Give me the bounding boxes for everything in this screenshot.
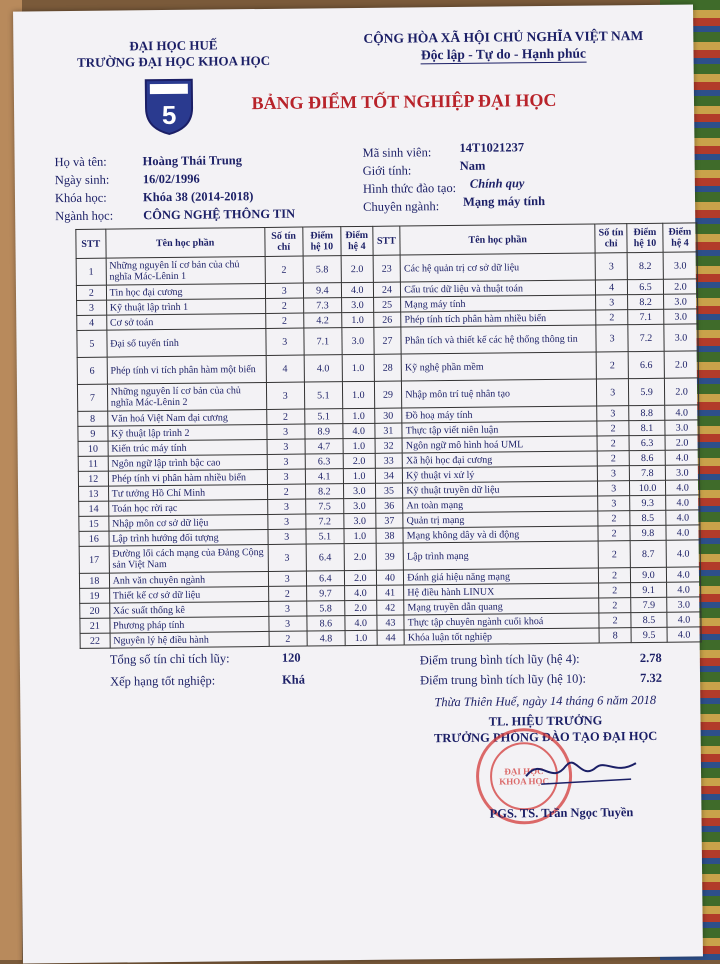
cell-stt: 8 xyxy=(78,411,108,426)
cell-subject: Các hệ quản trị cơ sở dữ liệu xyxy=(400,253,595,282)
cell-subject: Tư tưởng Hồ Chí Minh xyxy=(108,484,267,501)
cell-score10: 7.9 xyxy=(631,597,667,612)
rank-label: Xếp hạng tốt nghiệp: xyxy=(109,673,216,689)
cell-subject: Xã hội học đại cương xyxy=(402,451,597,468)
cell-credits: 2 xyxy=(598,511,630,526)
cell-stt: 32 xyxy=(375,438,403,453)
cell-stt: 42 xyxy=(376,600,404,615)
cell-stt: 2 xyxy=(76,285,106,300)
cell-score4: 4.0 xyxy=(666,525,700,540)
header-stt: STT xyxy=(372,226,400,255)
cell-credits: 3 xyxy=(268,601,306,616)
cell-score10: 4.2 xyxy=(303,313,341,328)
cell-stt: 26 xyxy=(373,312,401,327)
cell-score10: 7.8 xyxy=(629,465,665,480)
cell-score10: 8.1 xyxy=(629,420,665,435)
header-credits: Số tín chỉ xyxy=(595,224,627,253)
cell-stt: 35 xyxy=(375,483,403,498)
cell-score4: 4.0 xyxy=(343,423,375,438)
cell-score4: 4.0 xyxy=(665,480,699,495)
cell-score4: 2.0 xyxy=(343,453,375,468)
cell-subject: Ngôn ngữ mô hình hoá UML xyxy=(402,436,597,453)
cell-stt: 22 xyxy=(80,633,110,648)
cell-subject: Tin học đại cương xyxy=(106,283,265,300)
major-label: Ngành học: xyxy=(55,208,114,224)
cell-score4: 2.0 xyxy=(341,255,373,282)
gpa10-label: Điểm trung bình tích lũy (hệ 10): xyxy=(419,671,587,688)
cell-subject: Kỹ thuật lập trình 1 xyxy=(106,298,265,315)
cell-stt: 11 xyxy=(78,456,108,471)
cell-score10: 6.3 xyxy=(305,454,343,469)
cell-stt: 5 xyxy=(77,330,107,357)
cell-credits: 3 xyxy=(598,481,630,496)
name-label: Họ và tên: xyxy=(54,154,107,170)
cell-subject: Cơ sở toán xyxy=(106,313,265,330)
stamp-text-1: ĐẠI HỌC xyxy=(504,766,544,777)
cell-subject: Nhập môn cơ sở dữ liệu xyxy=(108,514,267,531)
cell-score10: 5.1 xyxy=(306,529,344,544)
document-title: BẢNG ĐIỂM TỐT NGHIỆP ĐẠI HỌC xyxy=(251,89,557,114)
cell-stt: 34 xyxy=(375,468,403,483)
cell-stt: 38 xyxy=(376,528,404,543)
cell-stt: 16 xyxy=(79,531,109,546)
cell-credits: 3 xyxy=(267,514,305,529)
cell-stt: 1 xyxy=(76,258,106,285)
cell-credits: 2 xyxy=(598,526,630,541)
header-subject: Tên học phần xyxy=(400,224,595,255)
national-header xyxy=(343,27,663,65)
cell-score10: 8.7 xyxy=(630,540,666,567)
cell-stt: 28 xyxy=(374,354,402,381)
cell-credits: 3 xyxy=(598,496,630,511)
cell-score10: 9.4 xyxy=(303,283,341,298)
cell-subject: Đồ hoạ máy tính xyxy=(402,406,597,423)
cell-score4: 3.0 xyxy=(341,297,373,312)
student-major: CÔNG NGHỆ THÔNG TIN xyxy=(143,206,296,223)
cell-score10: 7.1 xyxy=(304,328,342,355)
cell-score4: 3.0 xyxy=(664,294,698,309)
cell-credits: 3 xyxy=(268,544,306,571)
student-gender: Nam xyxy=(459,158,486,173)
cell-score10: 6.3 xyxy=(629,435,665,450)
cell-score10: 10.0 xyxy=(629,480,665,495)
specialization-label: Chuyên ngành: xyxy=(363,199,440,214)
cell-stt: 21 xyxy=(80,618,110,633)
cell-credits: 3 xyxy=(267,454,305,469)
cell-credits: 4 xyxy=(266,355,304,382)
cell-subject: Kỹ nghệ phần mềm xyxy=(401,352,596,381)
cell-score4: 3.0 xyxy=(663,252,697,279)
cell-credits: 2 xyxy=(268,586,306,601)
cell-subject: Phương pháp tính xyxy=(110,616,269,633)
cell-score4: 3.0 xyxy=(344,498,376,513)
cell-score4: 2.0 xyxy=(665,435,699,450)
cell-stt: 44 xyxy=(377,630,405,645)
cell-score10: 8.2 xyxy=(305,484,343,499)
cell-score10: 6.5 xyxy=(627,279,663,294)
cell-credits: 2 xyxy=(597,436,629,451)
cell-credits: 3 xyxy=(268,529,306,544)
cell-score4: 4.0 xyxy=(665,450,699,465)
cell-score4: 1.0 xyxy=(343,468,375,483)
cell-score4: 4.0 xyxy=(341,282,373,297)
cell-stt: 12 xyxy=(78,471,108,486)
cell-score10: 9.7 xyxy=(306,586,344,601)
cell-score10: 9.0 xyxy=(630,567,666,582)
cell-credits: 2 xyxy=(265,298,303,313)
student-course: Khóa 38 (2014-2018) xyxy=(142,189,254,205)
national-motto: Độc lập - Tự do - Hạnh phúc xyxy=(420,45,587,63)
gender-label: Giới tính: xyxy=(362,163,412,178)
transcript-paper xyxy=(13,4,703,963)
cell-score10: 7.2 xyxy=(306,514,344,529)
cell-credits: 3 xyxy=(266,382,304,409)
cell-score10: 7.2 xyxy=(628,324,664,351)
cell-score4: 3.0 xyxy=(342,327,374,354)
cell-credits: 3 xyxy=(598,466,630,481)
cell-subject: Xác suất thống kê xyxy=(109,601,268,618)
cell-score4: 3.0 xyxy=(667,597,701,612)
header-subject: Tên học phần xyxy=(105,227,264,258)
cell-stt: 27 xyxy=(374,327,402,354)
cell-credits: 3 xyxy=(265,283,303,298)
cell-score10: 6.4 xyxy=(306,544,344,571)
cell-subject: Kỹ thuật lập trình 2 xyxy=(108,424,267,441)
cell-score4: 4.0 xyxy=(666,567,700,582)
svg-text:5: 5 xyxy=(161,99,177,131)
cell-subject: Đại số tuyến tính xyxy=(107,328,266,357)
cell-credits: 3 xyxy=(267,469,305,484)
cell-score10: 7.1 xyxy=(628,309,664,324)
cell-score10: 8.5 xyxy=(630,510,666,525)
cell-score4: 4.0 xyxy=(667,582,701,597)
cell-credits: 2 xyxy=(596,352,628,379)
cell-score4: 4.0 xyxy=(666,495,700,510)
cell-score10: 9.3 xyxy=(630,495,666,510)
gpa4: 2.78 xyxy=(639,650,662,666)
cell-subject: Phép tính vi tích phân hàm một biến xyxy=(107,355,266,384)
cell-score4: 2.0 xyxy=(664,378,698,405)
cell-credits: 3 xyxy=(267,439,305,454)
signer-role: TL. HIỆU TRƯỞNG xyxy=(488,713,603,729)
cell-subject: Nhập môn trí tuệ nhân tạo xyxy=(402,379,597,408)
cell-subject: Ngôn ngữ lập trình bậc cao xyxy=(108,454,267,471)
cell-credits: 2 xyxy=(265,256,303,283)
cell-credits: 3 xyxy=(597,379,629,406)
cell-score10: 6.6 xyxy=(628,351,664,378)
cell-score4: 3.0 xyxy=(665,420,699,435)
cell-credits: 3 xyxy=(595,253,627,280)
header-score4: Điểm hệ 4 xyxy=(663,223,697,252)
cell-subject: Thiết kế cơ sở dữ liệu xyxy=(109,586,268,603)
cell-credits: 2 xyxy=(598,541,630,568)
cell-score4: 4.0 xyxy=(345,615,377,630)
cell-stt: 3 xyxy=(77,300,107,315)
cell-credits: 2 xyxy=(597,451,629,466)
cell-subject: Lập trình hướng đối tượng xyxy=(109,529,268,546)
cell-score10: 5.8 xyxy=(303,256,341,283)
cell-score10: 8.9 xyxy=(305,424,343,439)
header-score4: Điểm hệ 4 xyxy=(341,226,373,255)
cell-stt: 18 xyxy=(79,573,109,588)
cell-credits: 2 xyxy=(269,631,307,646)
cell-score4: 2.0 xyxy=(344,570,376,585)
cell-score4: 2.0 xyxy=(663,279,697,294)
school-logo-icon xyxy=(144,78,195,137)
university-header xyxy=(53,37,293,72)
cell-stt: 39 xyxy=(376,543,404,570)
cell-subject: Phép tính vi phân hàm nhiều biến xyxy=(108,469,267,486)
cell-subject: Anh văn chuyên ngành xyxy=(109,571,268,588)
cell-subject: Đường lối cách mạng của Đảng Cộng sản Việt Nam xyxy=(109,544,268,573)
mode-label: Hình thức đào tạo: xyxy=(362,180,457,196)
cell-stt: 13 xyxy=(79,486,109,501)
cell-subject: Những nguyên lí cơ bản của chủ nghĩa Mác-Lênin 1 xyxy=(106,256,265,285)
cell-credits: 2 xyxy=(596,310,628,325)
place-date: Thừa Thiên Huế, ngày 14 tháng 6 năm 2018 xyxy=(434,692,657,710)
cell-score10: 7.3 xyxy=(303,298,341,313)
cell-stt: 43 xyxy=(377,615,405,630)
cell-subject: Lập trình mạng xyxy=(403,541,598,570)
cell-stt: 9 xyxy=(78,426,108,441)
cell-score10: 8.5 xyxy=(631,612,667,627)
cell-subject: Đánh giá hiệu năng mạng xyxy=(404,568,599,585)
cell-score10: 8.6 xyxy=(307,616,345,631)
grades-table xyxy=(75,222,701,648)
signer-office: TRƯỞNG PHÒNG ĐÀO TẠO ĐẠI HỌC xyxy=(433,728,658,746)
cell-score10: 8.6 xyxy=(629,450,665,465)
total-credits: 120 xyxy=(281,650,301,665)
cell-stt: 17 xyxy=(79,546,109,573)
id-label: Mã sinh viên: xyxy=(362,145,432,160)
cell-subject: Phép tính tích phân hàm nhiều biến xyxy=(401,310,596,327)
cell-stt: 4 xyxy=(77,315,107,330)
cell-score4: 4.0 xyxy=(666,540,700,567)
header-score10: Điểm hệ 10 xyxy=(627,223,663,252)
cell-stt: 25 xyxy=(373,297,401,312)
cell-score4: 3.0 xyxy=(664,309,698,324)
cell-credits: 8 xyxy=(599,628,631,643)
cell-credits: 2 xyxy=(599,598,631,613)
cell-score4: 2.0 xyxy=(345,600,377,615)
cell-subject: Kiến trúc máy tính xyxy=(108,439,267,456)
cell-credits: 3 xyxy=(596,295,628,310)
total-credits-label: Tổng số tín chỉ tích lũy: xyxy=(109,651,230,667)
cell-stt: 23 xyxy=(373,255,401,282)
cell-score10: 5.8 xyxy=(306,601,344,616)
cell-score4: 2.0 xyxy=(344,543,376,570)
cell-credits: 4 xyxy=(596,280,628,295)
cell-subject: Mạng truyền dẫn quang xyxy=(404,598,599,615)
gpa4-label: Điểm trung bình tích lũy (hệ 4): xyxy=(419,651,580,668)
cell-credits: 3 xyxy=(266,424,304,439)
cell-score4: 3.0 xyxy=(344,513,376,528)
graduation-rank: Khá xyxy=(281,672,306,687)
cell-stt: 15 xyxy=(79,516,109,531)
cell-score4: 1.0 xyxy=(344,528,376,543)
cell-stt: 33 xyxy=(375,453,403,468)
cell-subject: Kỹ thuật vi xử lý xyxy=(403,466,598,483)
cell-stt: 29 xyxy=(374,381,402,408)
cell-score10: 4.8 xyxy=(307,631,345,646)
cell-credits: 3 xyxy=(267,499,305,514)
cell-score10: 5.1 xyxy=(304,382,342,409)
cell-score4: 3.0 xyxy=(665,465,699,480)
cell-credits: 3 xyxy=(596,325,628,352)
cell-credits: 2 xyxy=(267,484,305,499)
handwritten-signature xyxy=(521,745,642,796)
cell-stt: 19 xyxy=(80,588,110,603)
cell-subject: Kỹ thuật truyền dữ liệu xyxy=(403,481,598,498)
cell-score4: 1.0 xyxy=(342,312,374,327)
cell-stt: 14 xyxy=(79,501,109,516)
cell-subject: Thực tập viết niên luận xyxy=(402,421,597,438)
student-name: Hoàng Thái Trung xyxy=(142,153,243,169)
cell-stt: 10 xyxy=(78,441,108,456)
cell-stt: 24 xyxy=(373,282,401,297)
cell-score4: 4.0 xyxy=(665,405,699,420)
cell-credits: 3 xyxy=(597,406,629,421)
cell-score4: 4.0 xyxy=(667,627,701,642)
cell-score4: 4.0 xyxy=(344,585,376,600)
cell-stt: 36 xyxy=(375,498,403,513)
cell-subject: Thực tập chuyên ngành cuối khoá xyxy=(404,613,599,630)
cell-score4: 2.0 xyxy=(664,351,698,378)
cell-score4: 1.0 xyxy=(342,354,374,381)
gpa10: 7.32 xyxy=(639,670,662,686)
cell-score4: 3.0 xyxy=(664,324,698,351)
cell-credits: 2 xyxy=(599,568,631,583)
cell-subject: Những nguyên lí cơ bản của chủ nghĩa Mác-Lênin 2 xyxy=(107,382,266,411)
student-dob: 16/02/1996 xyxy=(142,171,200,187)
national-title: CỘNG HÒA XÃ HỘI CHỦ NGHĨA VIỆT NAM xyxy=(363,27,644,46)
header-credits: Số tín chỉ xyxy=(264,227,302,256)
cell-credits: 3 xyxy=(269,616,307,631)
cell-stt: 37 xyxy=(375,513,403,528)
dob-label: Ngày sinh: xyxy=(54,172,110,188)
cell-subject: Hệ điều hành LINUX xyxy=(404,583,599,600)
cell-score10: 5.1 xyxy=(304,409,342,424)
cell-subject: Nguyên lý hệ điều hành xyxy=(110,631,269,648)
cell-score10: 5.9 xyxy=(628,378,664,405)
cell-stt: 6 xyxy=(77,357,107,384)
cell-stt: 30 xyxy=(374,408,402,423)
cell-score4: 4.0 xyxy=(667,612,701,627)
student-id: 14T1021237 xyxy=(459,140,525,155)
cell-subject: Cấu trúc dữ liệu và thuật toán xyxy=(401,280,596,297)
cell-score4: 1.0 xyxy=(342,381,374,408)
cell-score10: 4.0 xyxy=(304,355,342,382)
cell-score4: 1.0 xyxy=(343,438,375,453)
cell-score10: 9.5 xyxy=(631,627,667,642)
cell-subject: Mạng không dây và di động xyxy=(403,526,598,543)
cell-score10: 9.1 xyxy=(631,582,667,597)
cell-subject: An toàn mạng xyxy=(403,496,598,513)
university-name: ĐẠI HỌC HUẾ xyxy=(129,37,218,54)
study-mode: Chính quy xyxy=(469,176,525,191)
cell-score10: 9.8 xyxy=(630,525,666,540)
cell-stt: 41 xyxy=(376,585,404,600)
cell-stt: 7 xyxy=(77,384,107,411)
cell-credits: 2 xyxy=(265,313,303,328)
cell-credits: 2 xyxy=(599,613,631,628)
cell-score4: 4.0 xyxy=(666,510,700,525)
cell-credits: 2 xyxy=(597,421,629,436)
header-stt: STT xyxy=(76,229,106,258)
cell-stt: 40 xyxy=(376,570,404,585)
cell-score4: 3.0 xyxy=(343,483,375,498)
specialization: Mạng máy tính xyxy=(462,194,546,209)
header-score10: Điểm hệ 10 xyxy=(303,227,341,256)
cell-stt: 31 xyxy=(375,423,403,438)
cell-credits: 2 xyxy=(266,409,304,424)
cell-subject: Mạng máy tính xyxy=(401,295,596,312)
cell-score10: 4.1 xyxy=(305,469,343,484)
course-label: Khóa học: xyxy=(54,190,107,206)
cell-subject: Khóa luận tốt nghiệp xyxy=(404,628,599,645)
stamp-text-2: KHOA HỌC xyxy=(499,776,550,787)
cell-score10: 8.2 xyxy=(628,294,664,309)
cell-score10: 7.5 xyxy=(305,499,343,514)
cell-subject: Văn hoá Việt Nam đại cương xyxy=(107,409,266,426)
cell-credits: 3 xyxy=(265,328,303,355)
cell-score10: 8.8 xyxy=(629,405,665,420)
cell-score10: 4.7 xyxy=(305,439,343,454)
cell-score4: 1.0 xyxy=(343,408,375,423)
cell-stt: 20 xyxy=(80,603,110,618)
cell-score4: 1.0 xyxy=(345,630,377,645)
cell-subject: Phân tích và thiết kế các hệ thống thông tin xyxy=(401,325,596,354)
signer-name: PGS. TS. Trần Ngọc Tuyền xyxy=(489,805,634,821)
cell-subject: Toán học rời rạc xyxy=(108,499,267,516)
cell-score10: 6.4 xyxy=(306,571,344,586)
cell-credits: 2 xyxy=(599,583,631,598)
cell-subject: Quản trị mạng xyxy=(403,511,598,528)
cell-credits: 3 xyxy=(268,571,306,586)
cell-score10: 8.2 xyxy=(627,252,663,279)
school-name: TRƯỜNG ĐẠI HỌC KHOA HỌC xyxy=(76,52,271,70)
